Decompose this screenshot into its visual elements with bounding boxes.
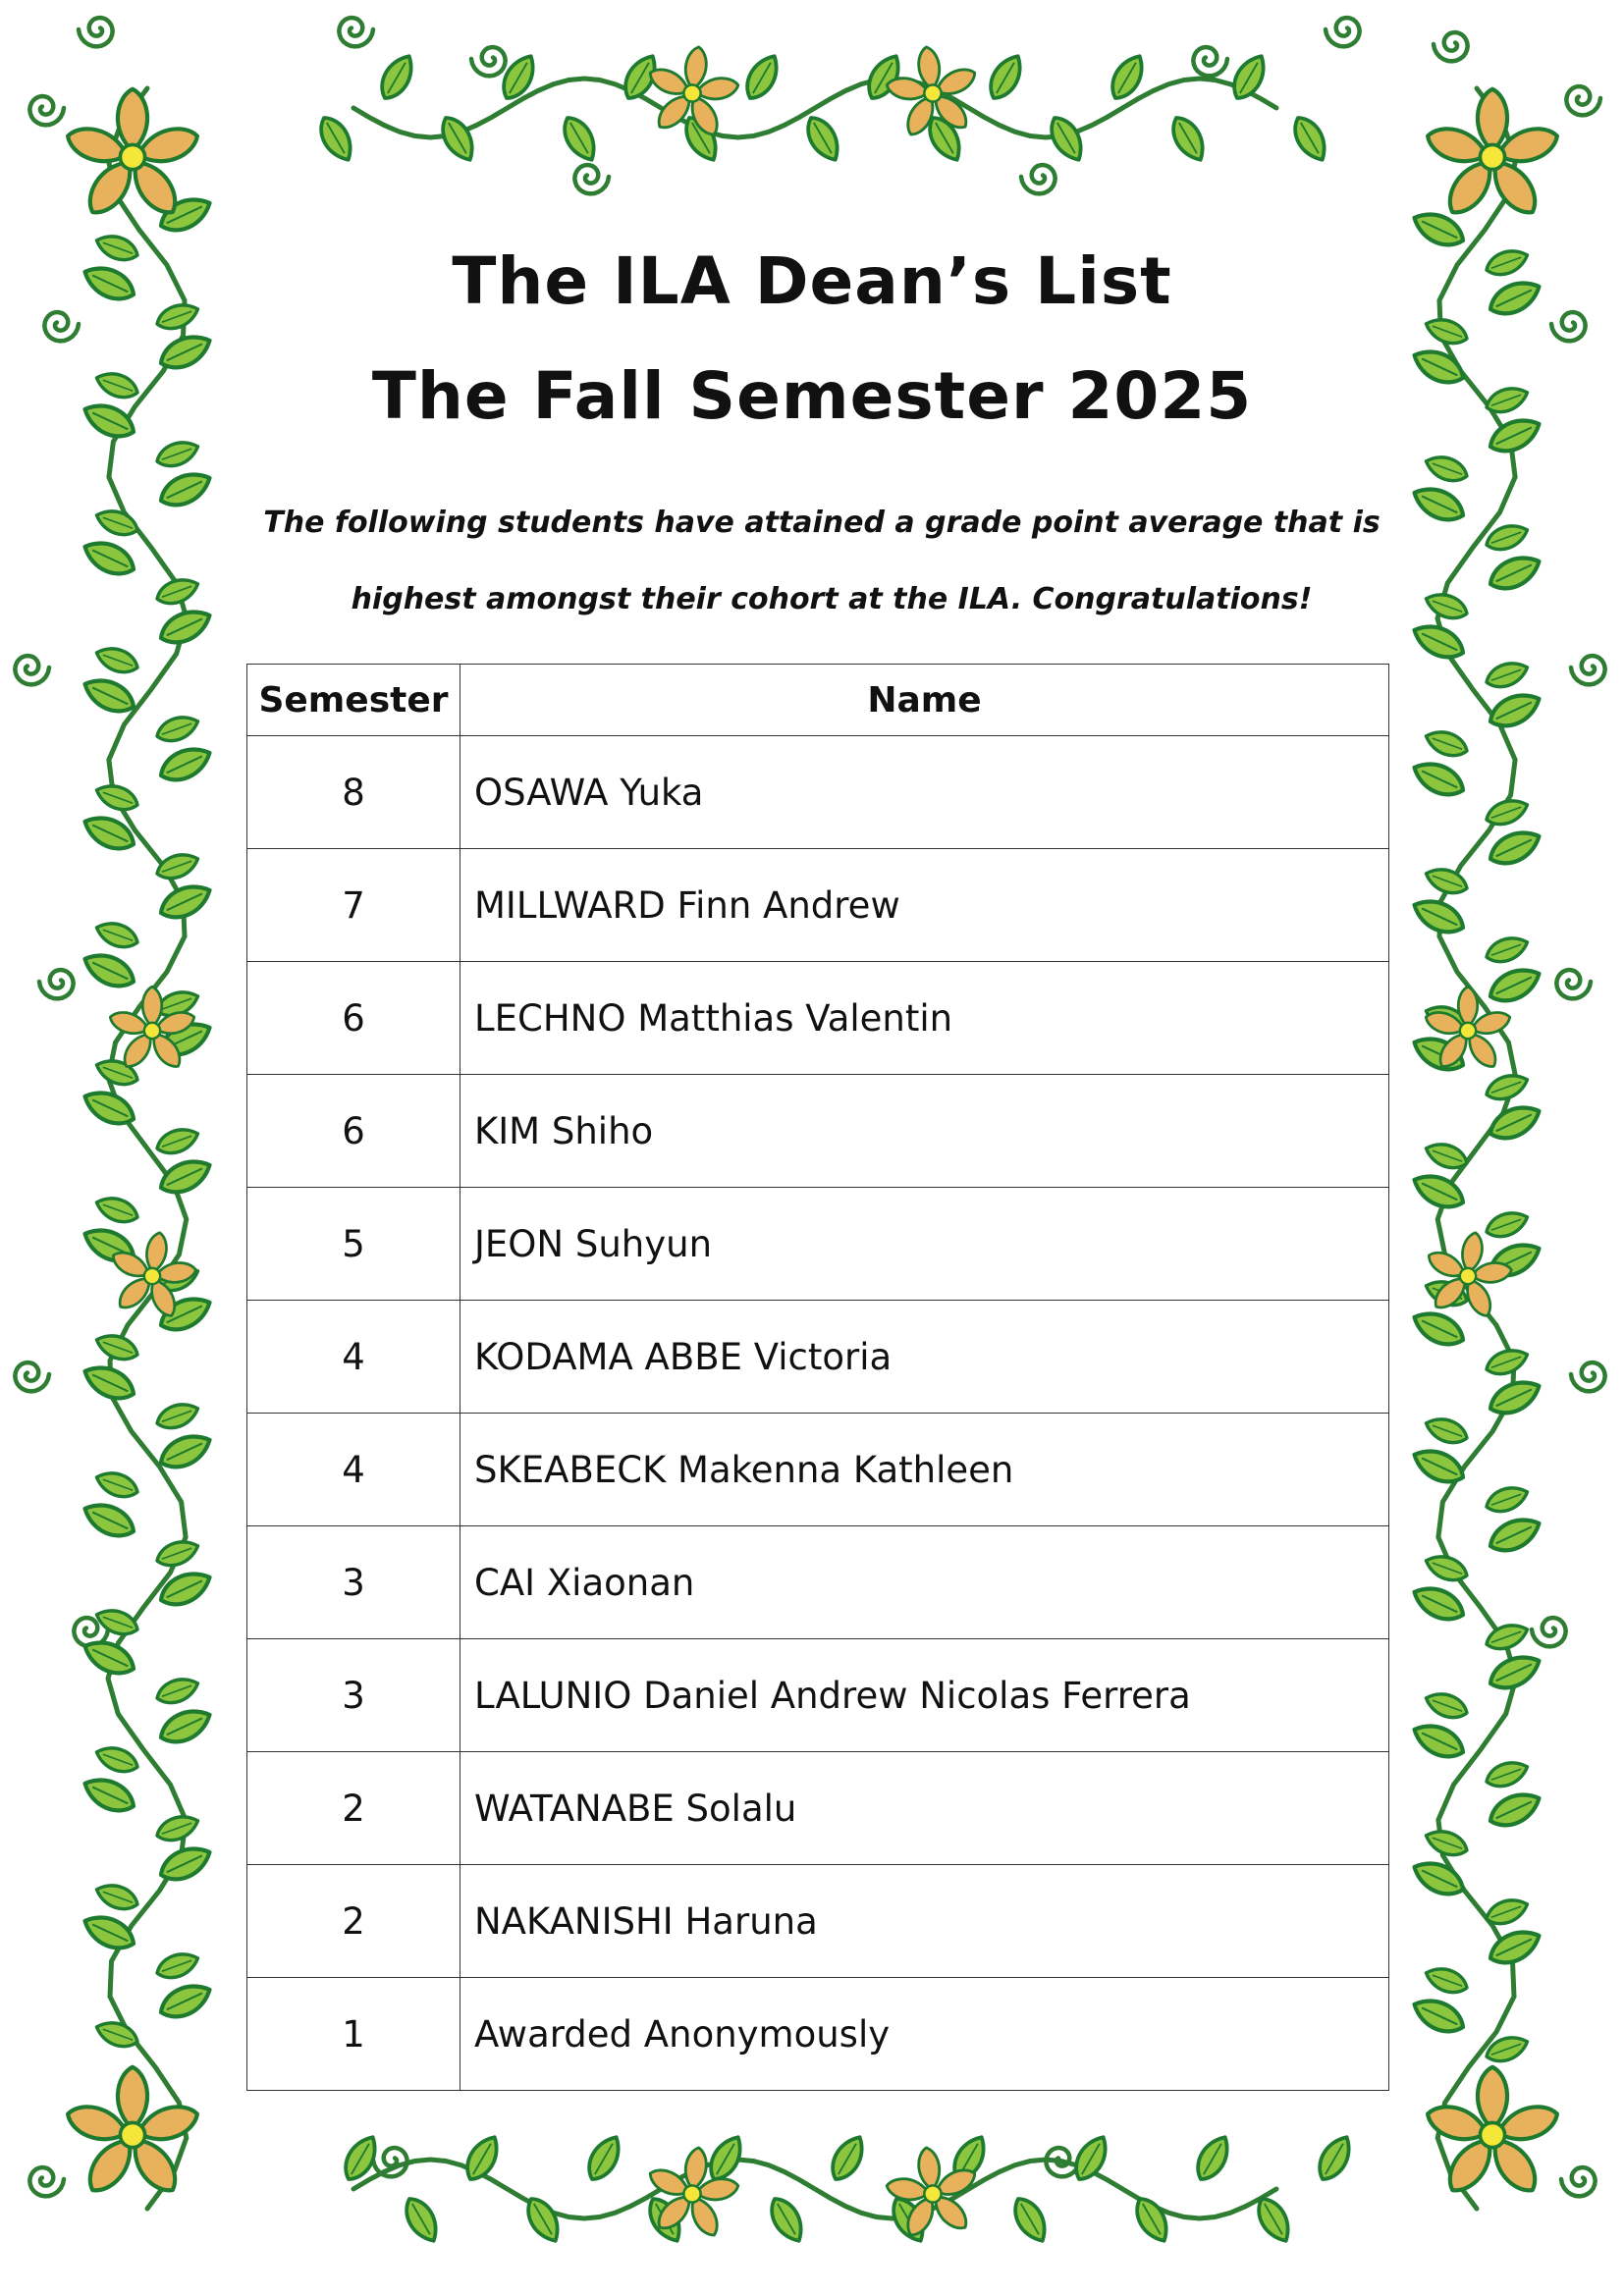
tendril-curl [574,165,609,193]
tendril-curl [1326,18,1360,46]
leaf-icon [153,1811,201,1846]
tendril-curl [1566,86,1600,115]
table-row [247,849,1389,962]
leaf-icon [155,879,215,925]
leaf-icon [80,1772,139,1818]
tendril-curl [1556,970,1591,998]
student-name-cell: OSAWA Yuka [460,736,1389,849]
leaf-icon [1423,1826,1471,1861]
tendril-curl [1021,165,1056,193]
leaf-icon [93,780,141,816]
table-row [247,1526,1389,1639]
leaf-icon [1409,1306,1469,1352]
leaf-icon [80,1634,139,1681]
leaf-icon [1485,687,1544,733]
semester-cell: 6 [247,1075,460,1188]
leaf-icon [1485,1787,1544,1833]
leaf-icon [155,741,215,787]
leaf-icon [1485,1512,1544,1558]
leaf-icon [155,1153,215,1200]
table-row [247,1414,1389,1526]
leaf-icon [1423,726,1471,762]
leaf-icon [1409,1855,1469,1901]
leaf-icon [80,947,139,993]
leaf-icon [155,1978,215,2024]
table-header-row [247,665,1389,736]
tendril-curl [1561,2167,1596,2196]
leaf-icon [1409,756,1469,802]
leaf-icon [93,918,141,953]
leaf-icon [314,112,359,166]
deans-list-table [246,664,1389,2091]
leaf-icon [1227,50,1272,104]
leaf-icon [1409,1993,1469,2039]
semester-cell: 8 [247,736,460,849]
leaf-icon [93,1193,141,1228]
semester-cell: 2 [247,1752,460,1865]
tendril-curl [15,656,49,684]
leaf-icon [93,1605,141,1640]
leaf-icon [153,712,201,747]
leaf-icon [1423,1551,1471,1586]
leaf-icon [1423,1688,1471,1724]
leaf-icon [740,50,785,104]
semester-cell: 3 [247,1639,460,1752]
semester-column-header: Semester [247,665,460,736]
student-name-cell: KODAMA ABBE Victoria [460,1301,1389,1414]
flower-icon [63,2067,201,2199]
leaf-icon [153,1124,201,1159]
leaf-icon [93,1330,141,1365]
leaf-icon [1313,2131,1358,2185]
leaf-icon [1423,452,1471,487]
leaf-icon [93,1742,141,1778]
title-line-1: The ILA Dean’s List [452,243,1172,319]
tendril-curl [15,1362,49,1391]
title-line-2: The Fall Semester 2025 [371,358,1253,434]
leaf-icon [80,535,139,581]
leaf-icon [153,1949,201,1984]
leaf-icon [1483,1207,1531,1243]
leaf-icon [155,1428,215,1474]
leaf-icon [1485,1649,1544,1695]
leaf-icon [1483,933,1531,968]
tendril-curl [1532,1618,1566,1646]
leaf-icon [93,1468,141,1503]
leaf-icon [1409,1443,1469,1489]
semester-cell: 7 [247,849,460,962]
leaf-icon [1485,825,1544,871]
table-row [247,1301,1389,1414]
leaf-icon [375,50,420,104]
student-name-cell: LECHNO Matthias Valentin [460,962,1389,1075]
leaf-icon [1409,1580,1469,1627]
tendril-curl [1571,1362,1605,1391]
tendril-curl [29,2167,64,2196]
table-row [247,1752,1389,1865]
semester-cell: 3 [247,1526,460,1639]
leaf-icon [1409,893,1469,939]
leaf-icon [80,672,139,719]
leaf-icon [1483,1482,1531,1518]
leaf-icon [80,1497,139,1543]
student-name-cell: KIM Shiho [460,1075,1389,1188]
table-row [247,1865,1389,1978]
student-name-cell: NAKANISHI Haruna [460,1865,1389,1978]
semester-cell: 4 [247,1301,460,1414]
leaf-icon [1423,1963,1471,1999]
leaf-icon [436,112,481,166]
leaf-icon [1423,314,1471,349]
leaf-icon [984,50,1029,104]
intro-text-line-1: The following students have attained a grade point average that is [263,506,1380,540]
leaf-icon [80,810,139,856]
leaf-icon [80,1909,139,1955]
semester-cell: 2 [247,1865,460,1978]
leaf-icon [153,1399,201,1434]
leaf-icon [1191,2131,1236,2185]
name-column-header: Name [460,665,1389,736]
table-row [247,1075,1389,1188]
table-row [247,1188,1389,1301]
student-name-cell: CAI Xiaonan [460,1526,1389,1639]
semester-cell: 5 [247,1188,460,1301]
student-name-cell: JEON Suhyun [460,1188,1389,1301]
leaf-icon [582,2131,627,2185]
leaf-icon [1423,1414,1471,1449]
leaf-icon [1288,112,1333,166]
tendril-curl [339,18,373,46]
student-name-cell: LALUNIO Daniel Andrew Nicolas Ferrera [460,1639,1389,1752]
leaf-icon [826,2131,871,2185]
table-row [247,962,1389,1075]
flower-icon [1423,89,1561,221]
leaf-icon [1483,1070,1531,1105]
leaf-icon [801,112,846,166]
table-row [247,1639,1389,1752]
leaf-icon [155,1566,215,1612]
table-row [247,1978,1389,2091]
leaf-icon [93,2017,141,2053]
student-name-cell: Awarded Anonymously [460,1978,1389,2091]
semester-cell: 4 [247,1414,460,1526]
intro-text-line-2: highest amongst their cohort at the ILA. Congratulations! [351,582,1313,616]
leaf-icon [400,2193,445,2247]
semester-cell: 1 [247,1978,460,2091]
student-name-cell: MILLWARD Finn Andrew [460,849,1389,962]
leaf-icon [153,1536,201,1572]
leaf-icon [1485,962,1544,1008]
leaf-icon [1483,658,1531,693]
tendril-curl [1571,656,1605,684]
student-name-cell: SKEABECK Makenna Kathleen [460,1414,1389,1526]
leaf-icon [558,112,603,166]
leaf-icon [153,437,201,472]
tendril-curl [39,970,74,998]
leaf-icon [153,849,201,884]
flower-icon [1423,2067,1561,2199]
leaf-icon [1008,2193,1054,2247]
tendril-curl [471,47,506,76]
leaf-icon [1409,1718,1469,1764]
leaf-icon [1423,864,1471,899]
tendril-curl [1193,47,1227,76]
leaf-icon [93,643,141,678]
leaf-icon [1483,1757,1531,1792]
tendril-curl [29,96,64,125]
leaf-icon [153,1674,201,1709]
leaf-icon [1483,1345,1531,1380]
flower-icon [1417,1225,1520,1324]
leaf-icon [460,2131,506,2185]
tendril-curl [79,18,113,46]
leaf-icon [1130,2193,1175,2247]
leaf-icon [1485,1099,1544,1146]
student-name-cell: WATANABE Solalu [460,1752,1389,1865]
semester-cell: 6 [247,962,460,1075]
leaf-icon [765,2193,810,2247]
tendril-curl [1434,32,1468,61]
leaf-icon [155,1703,215,1749]
leaf-icon [1166,112,1212,166]
leaf-icon [93,1880,141,1915]
table-row [247,736,1389,849]
